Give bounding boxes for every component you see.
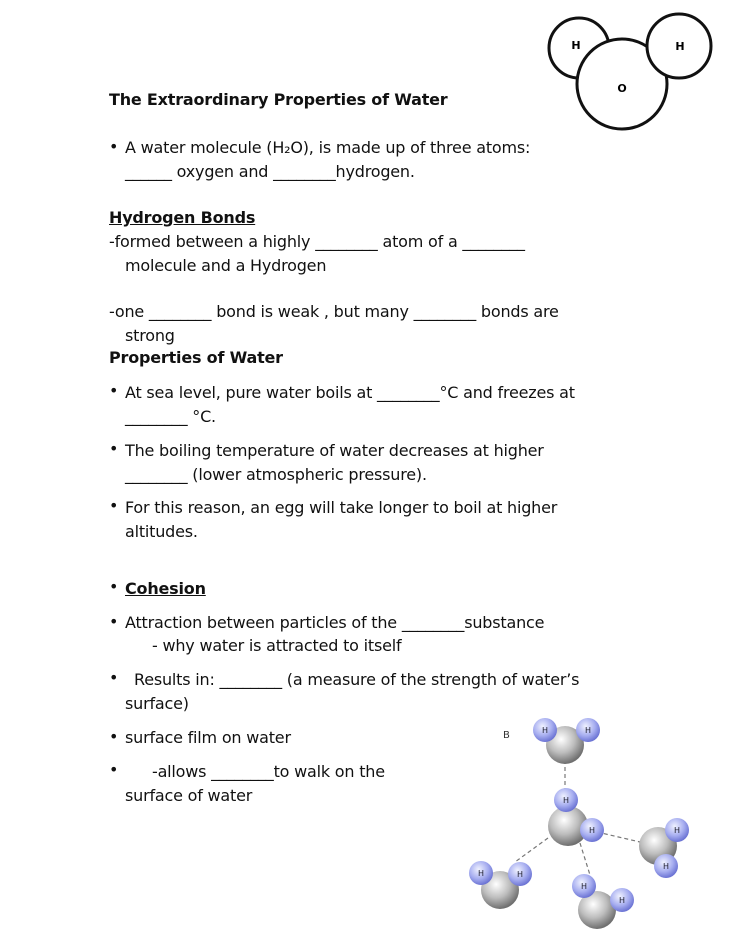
altitude-line-2: ________ (lower atmospheric pressure). (125, 465, 427, 484)
svg-text:H: H (562, 796, 570, 805)
results-line-1: Results in: ________ (a measure of the strength of water’s (134, 670, 580, 689)
allows-line-1: -allows ________to walk on the (152, 762, 385, 781)
molecule-line-2: ______ oxygen and ________hydrogen. (125, 162, 415, 181)
page-title: The Extraordinary Properties of Water (109, 90, 448, 109)
hydrogen-bonds-heading: Hydrogen Bonds (109, 208, 256, 227)
results-line-2: surface) (125, 694, 189, 713)
egg-line-2: altitudes. (125, 522, 198, 541)
bullet-marker: • (109, 668, 119, 687)
figure-panel-label: B (503, 730, 510, 741)
h-bond-line (515, 838, 548, 862)
hbond-line-3: -one ________ bond is weak , but many ________ bonds are (109, 302, 559, 321)
cohesion-heading: Cohesion (125, 579, 206, 598)
boil-line-1: At sea level, pure water boils at ________°C and freezes at (125, 383, 575, 402)
bullet-marker: • (109, 760, 119, 779)
svg-text:H: H (477, 869, 485, 878)
allows-line-2: surface of water (125, 786, 253, 805)
water-molecule-center (548, 788, 604, 846)
svg-text:H: H (662, 862, 670, 871)
h-bond-line (580, 843, 590, 875)
svg-text:H: H (673, 826, 681, 835)
svg-text:H: H (588, 826, 596, 835)
water-molecule-right (639, 818, 689, 878)
altitude-line-1: The boiling temperature of water decreases at higher (125, 441, 544, 460)
bullet-marker: • (109, 496, 119, 515)
bullet-marker: • (109, 381, 119, 400)
water-molecule-left (469, 861, 532, 909)
bullet-marker: • (109, 137, 119, 156)
svg-text:H: H (541, 726, 549, 735)
hbond-line-4: strong (125, 326, 175, 345)
egg-line-1: For this reason, an egg will take longer to boil at higher (125, 498, 558, 517)
bullet-marker: • (109, 577, 119, 596)
o-label: O (617, 82, 627, 95)
svg-text:H: H (584, 726, 592, 735)
bullet-marker: • (109, 439, 119, 458)
h-label-left: H (571, 39, 581, 52)
boil-line-2: ________ °C. (125, 407, 216, 426)
water-molecule-top (533, 718, 600, 764)
water-molecule-bottom (572, 874, 634, 929)
properties-heading: Properties of Water (109, 348, 283, 367)
bullet-marker: • (109, 612, 119, 631)
surface-film-line: surface film on water (125, 728, 291, 747)
svg-text:H: H (516, 870, 524, 879)
h-label-right: H (675, 40, 685, 53)
molecule-line-1: A water molecule (H₂O), is made up of three atoms: (125, 138, 531, 157)
attraction-line-2: - why water is attracted to itself (152, 636, 402, 655)
svg-text:H: H (618, 896, 626, 905)
attraction-line-1: Attraction between particles of the ________substance (125, 613, 545, 632)
bullet-marker: • (109, 727, 119, 746)
svg-text:H: H (580, 882, 588, 891)
hbond-line-2: molecule and a Hydrogen (125, 256, 327, 275)
hbond-line-1: -formed between a highly ________ atom of a ________ (109, 232, 525, 251)
